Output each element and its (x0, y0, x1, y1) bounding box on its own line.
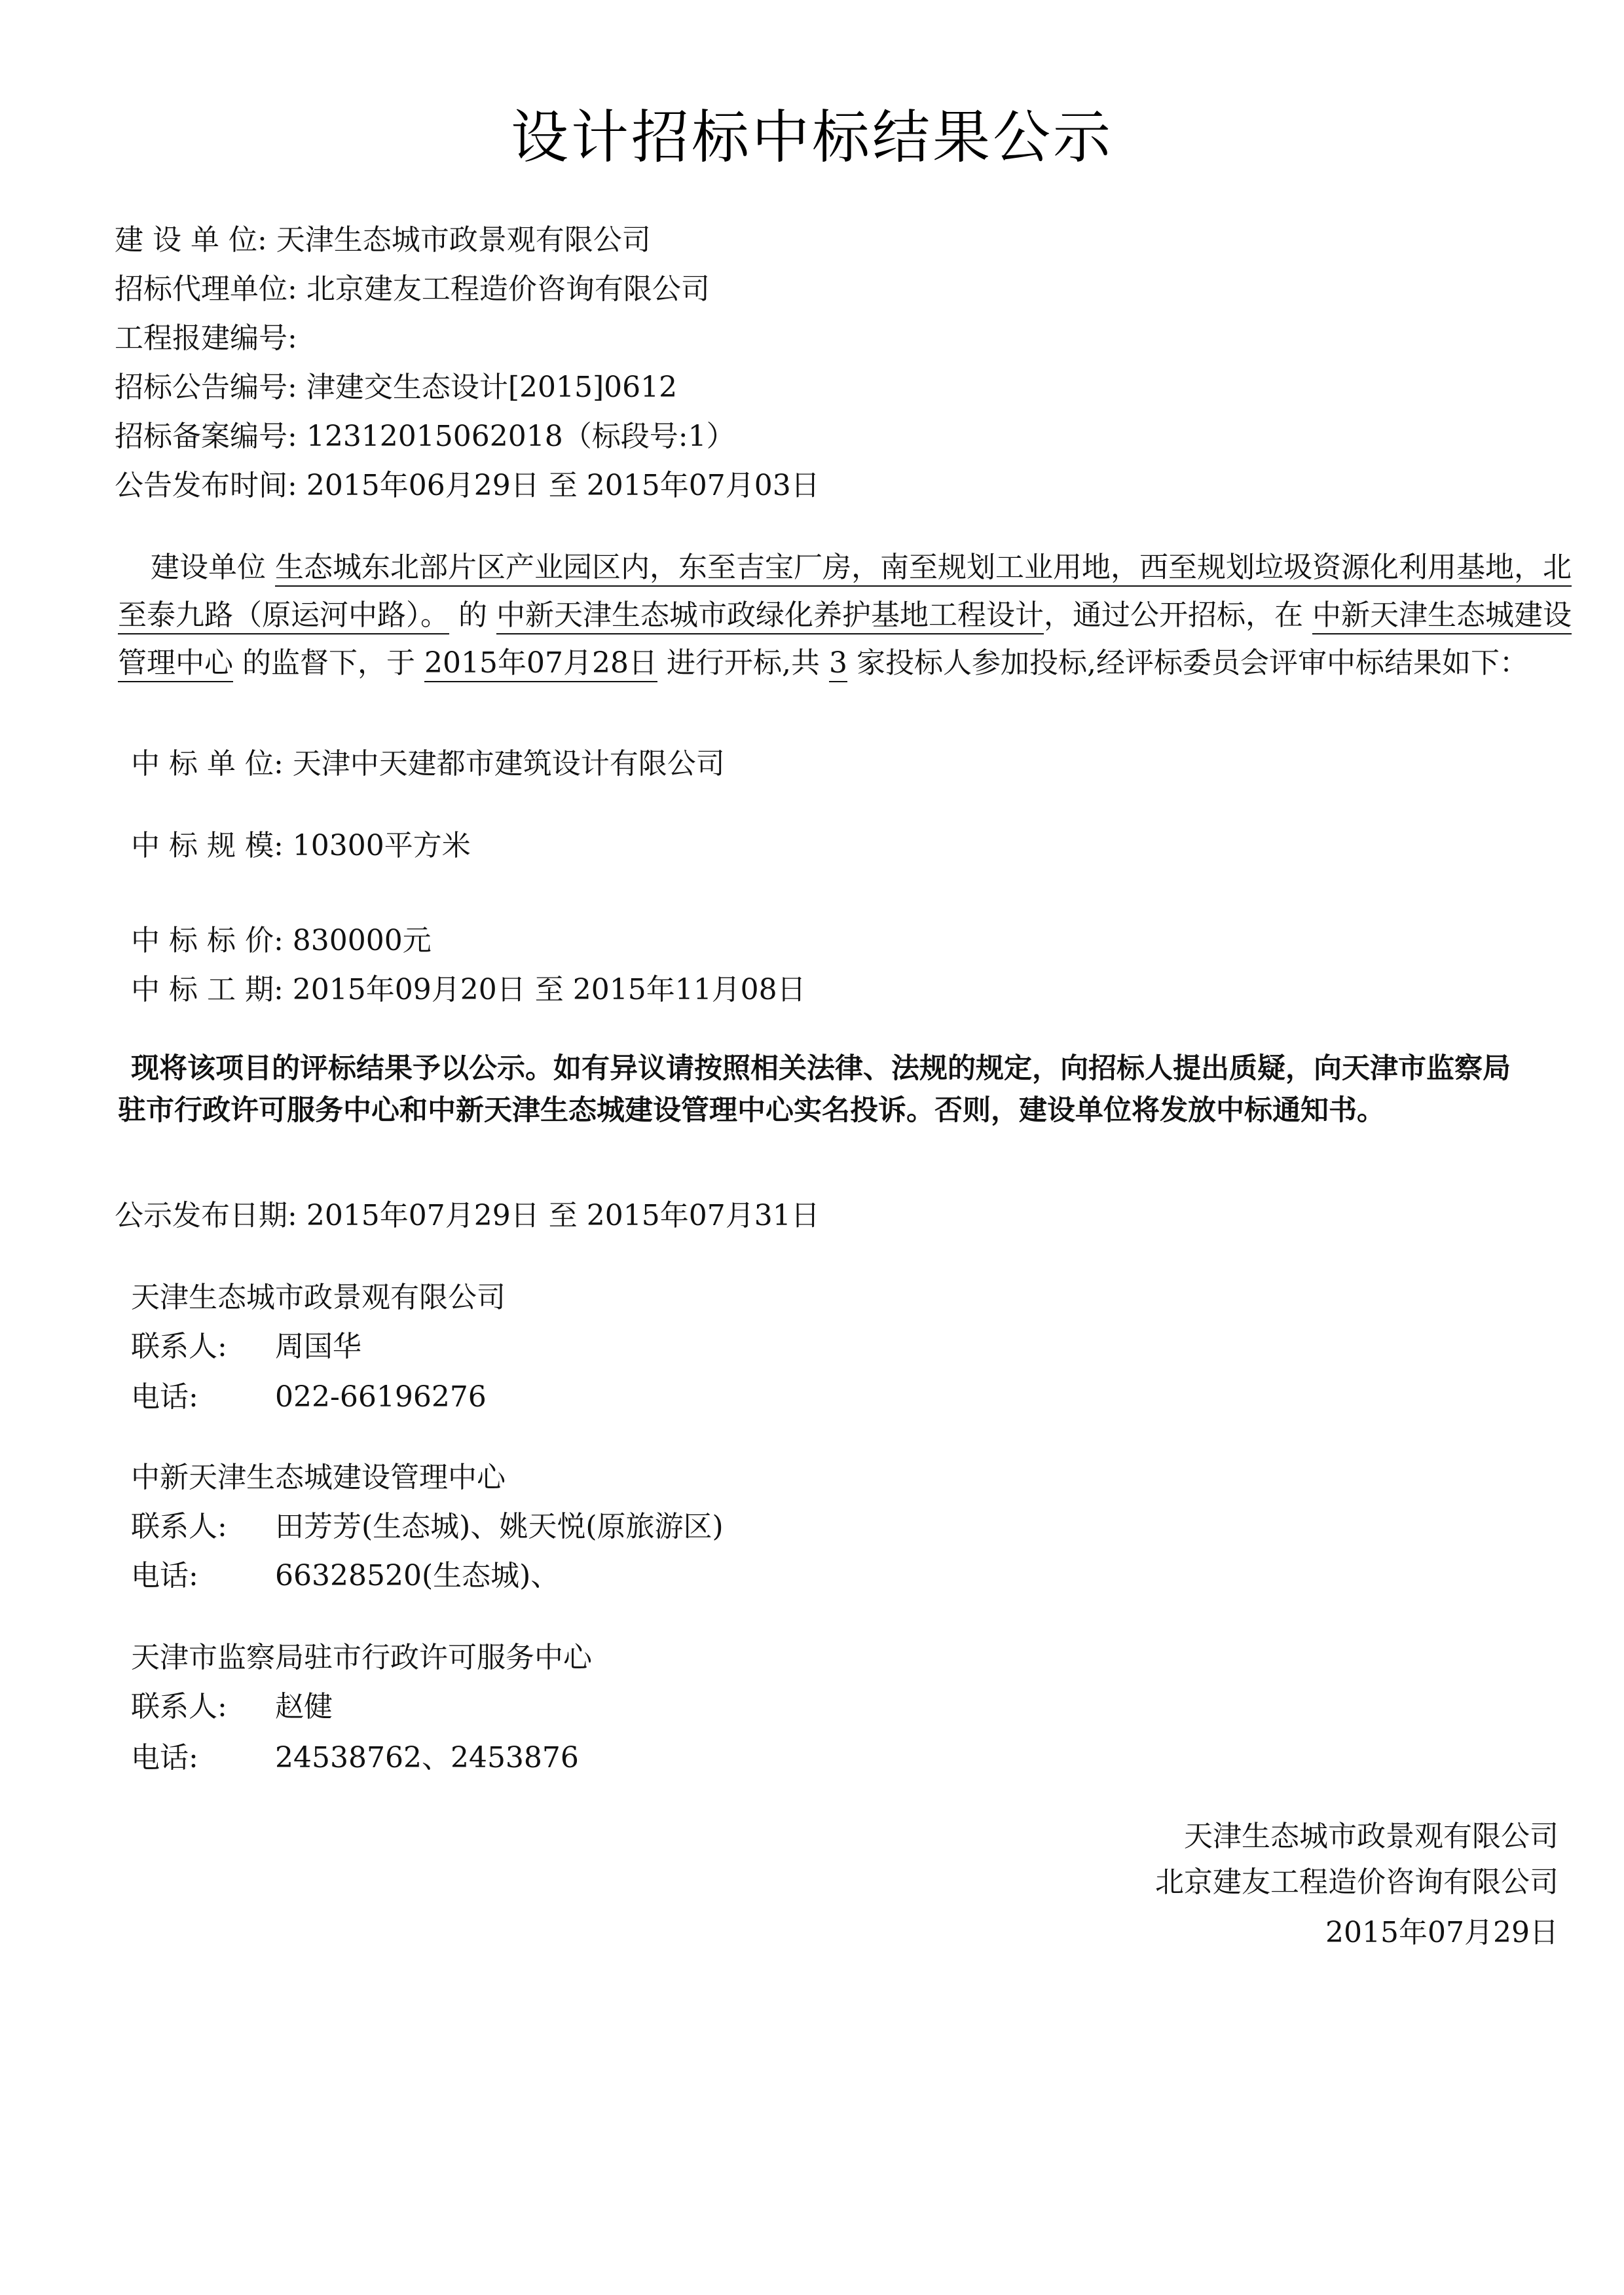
contact-person: 田芳芳(生态城)、姚天悦(原旅游区) (275, 1510, 724, 1543)
notice-no-row (115, 373, 677, 402)
period-value: 2015年09月20日 至 2015年11月08日 (292, 973, 806, 1006)
para-text-6: 家投标人参加投标,经评标委员会评审中标结果如下： (856, 646, 1528, 680)
signature-date: 2015年07月29日 (1325, 1916, 1559, 1949)
notice-no-value: 津建交生态设计[2015]0612 (306, 371, 678, 404)
open-date: 2015年07月28日 (424, 646, 657, 682)
contact-person: 周国华 (275, 1330, 361, 1363)
contact-person-label: 联系人: (131, 1330, 227, 1363)
contact-person-label: 联系人: (131, 1690, 227, 1723)
project-name: 中新天津生态城市政绿化养护基地工程设计 (496, 598, 1044, 634)
project-no-row (115, 321, 297, 355)
contact-phone: 022-66196276 (275, 1380, 487, 1414)
project-location: 生态城东北部片区产业园区内，东至吉宝厂房，南至规划工业用地，西至规划垃圾资源化利用基地，北至泰九路（原运河中路）。 (118, 551, 1572, 634)
contact-person-label: 联系人: (131, 1510, 227, 1543)
publish-time-row (115, 471, 820, 500)
winner-label: 中 标 单 位: (131, 747, 284, 780)
contact-phone: 66328520(生态城)、 (275, 1559, 560, 1592)
owner-label: 建 设 单 位: (115, 223, 267, 257)
publicity-value: 2015年07月29日 至 2015年07月31日 (306, 1199, 820, 1232)
para-text-1: 建设单位 (151, 551, 266, 584)
winner-value: 天津中天建都市建筑设计有限公司 (292, 747, 725, 780)
period-row (131, 973, 806, 1006)
agent-label: 招标代理单位: (115, 272, 297, 306)
publish-time-label: 公告发布时间: (115, 469, 297, 502)
scale-row (131, 829, 471, 862)
agent-value: 北京建友工程造价咨询有限公司 (306, 272, 710, 306)
period-label: 中 标 工 期: (131, 973, 284, 1006)
contact-person-row (131, 1332, 227, 1361)
owner-value: 天津生态城市政景观有限公司 (276, 223, 651, 257)
price-value: 830000元 (292, 924, 432, 957)
contact-org: 中新天津生态城建设管理中心 (131, 1461, 506, 1494)
para-text-2: 的 (458, 598, 487, 632)
price-label: 中 标 标 价: (131, 924, 284, 957)
record-no-row (115, 422, 735, 451)
owner-row (115, 223, 651, 257)
record-no-value: 12312015062018（标段号:1） (306, 420, 735, 453)
signature-org-1: 天津生态城市政景观有限公司 (1184, 1820, 1559, 1853)
contact-phone: 24538762、2453876 (275, 1741, 579, 1774)
para-text-4: 的监督下，于 (242, 646, 415, 680)
winner-row (131, 747, 725, 780)
contact-phone-label: 电话: (131, 1559, 198, 1592)
contact-phone-label: 电话: (131, 1741, 198, 1774)
para-text-3: ，通过公开招标，在 (1044, 598, 1303, 632)
objection-notice (118, 1048, 1513, 1131)
project-no-label: 工程报建编号: (115, 321, 297, 355)
publicity-row (115, 1199, 820, 1232)
supervisor-name: 中新天津生态城建设管理中心 (118, 598, 1572, 682)
publish-time-value: 2015年06月29日 至 2015年07月03日 (306, 469, 820, 502)
notice-no-label: 招标公告编号: (115, 371, 297, 404)
price-row (131, 924, 432, 957)
signature-org-2: 北京建友工程造价咨询有限公司 (1155, 1865, 1559, 1899)
agent-row (115, 272, 710, 306)
para-text-5: 进行开标,共 (666, 646, 820, 680)
contact-org: 天津市监察局驻市行政许可服务中心 (131, 1641, 592, 1674)
contact-phone-label: 电话: (131, 1380, 198, 1414)
scale-label: 中 标 规 模: (131, 829, 284, 862)
bidder-count: 3 (829, 646, 847, 682)
publicity-label: 公示发布日期: (115, 1199, 297, 1232)
notice-text: 现将该项目的评标结果予以公示。如有异议请按照相关法律、法规的规定，向招标人提出质疑，向天津市监察局驻市行政许可服务中心和中新天津生态城建设管理中心实名投诉。否则，建设单位将发放中标通知书。 (118, 1052, 1511, 1127)
page-title: 设计招标中标结果公示 (510, 103, 1113, 171)
contact-person: 赵健 (275, 1690, 333, 1723)
bid-paragraph (118, 543, 1572, 687)
contact-org: 天津生态城市政景观有限公司 (131, 1281, 506, 1314)
scale-value: 10300平方米 (292, 829, 471, 862)
record-no-label: 招标备案编号: (115, 420, 297, 453)
